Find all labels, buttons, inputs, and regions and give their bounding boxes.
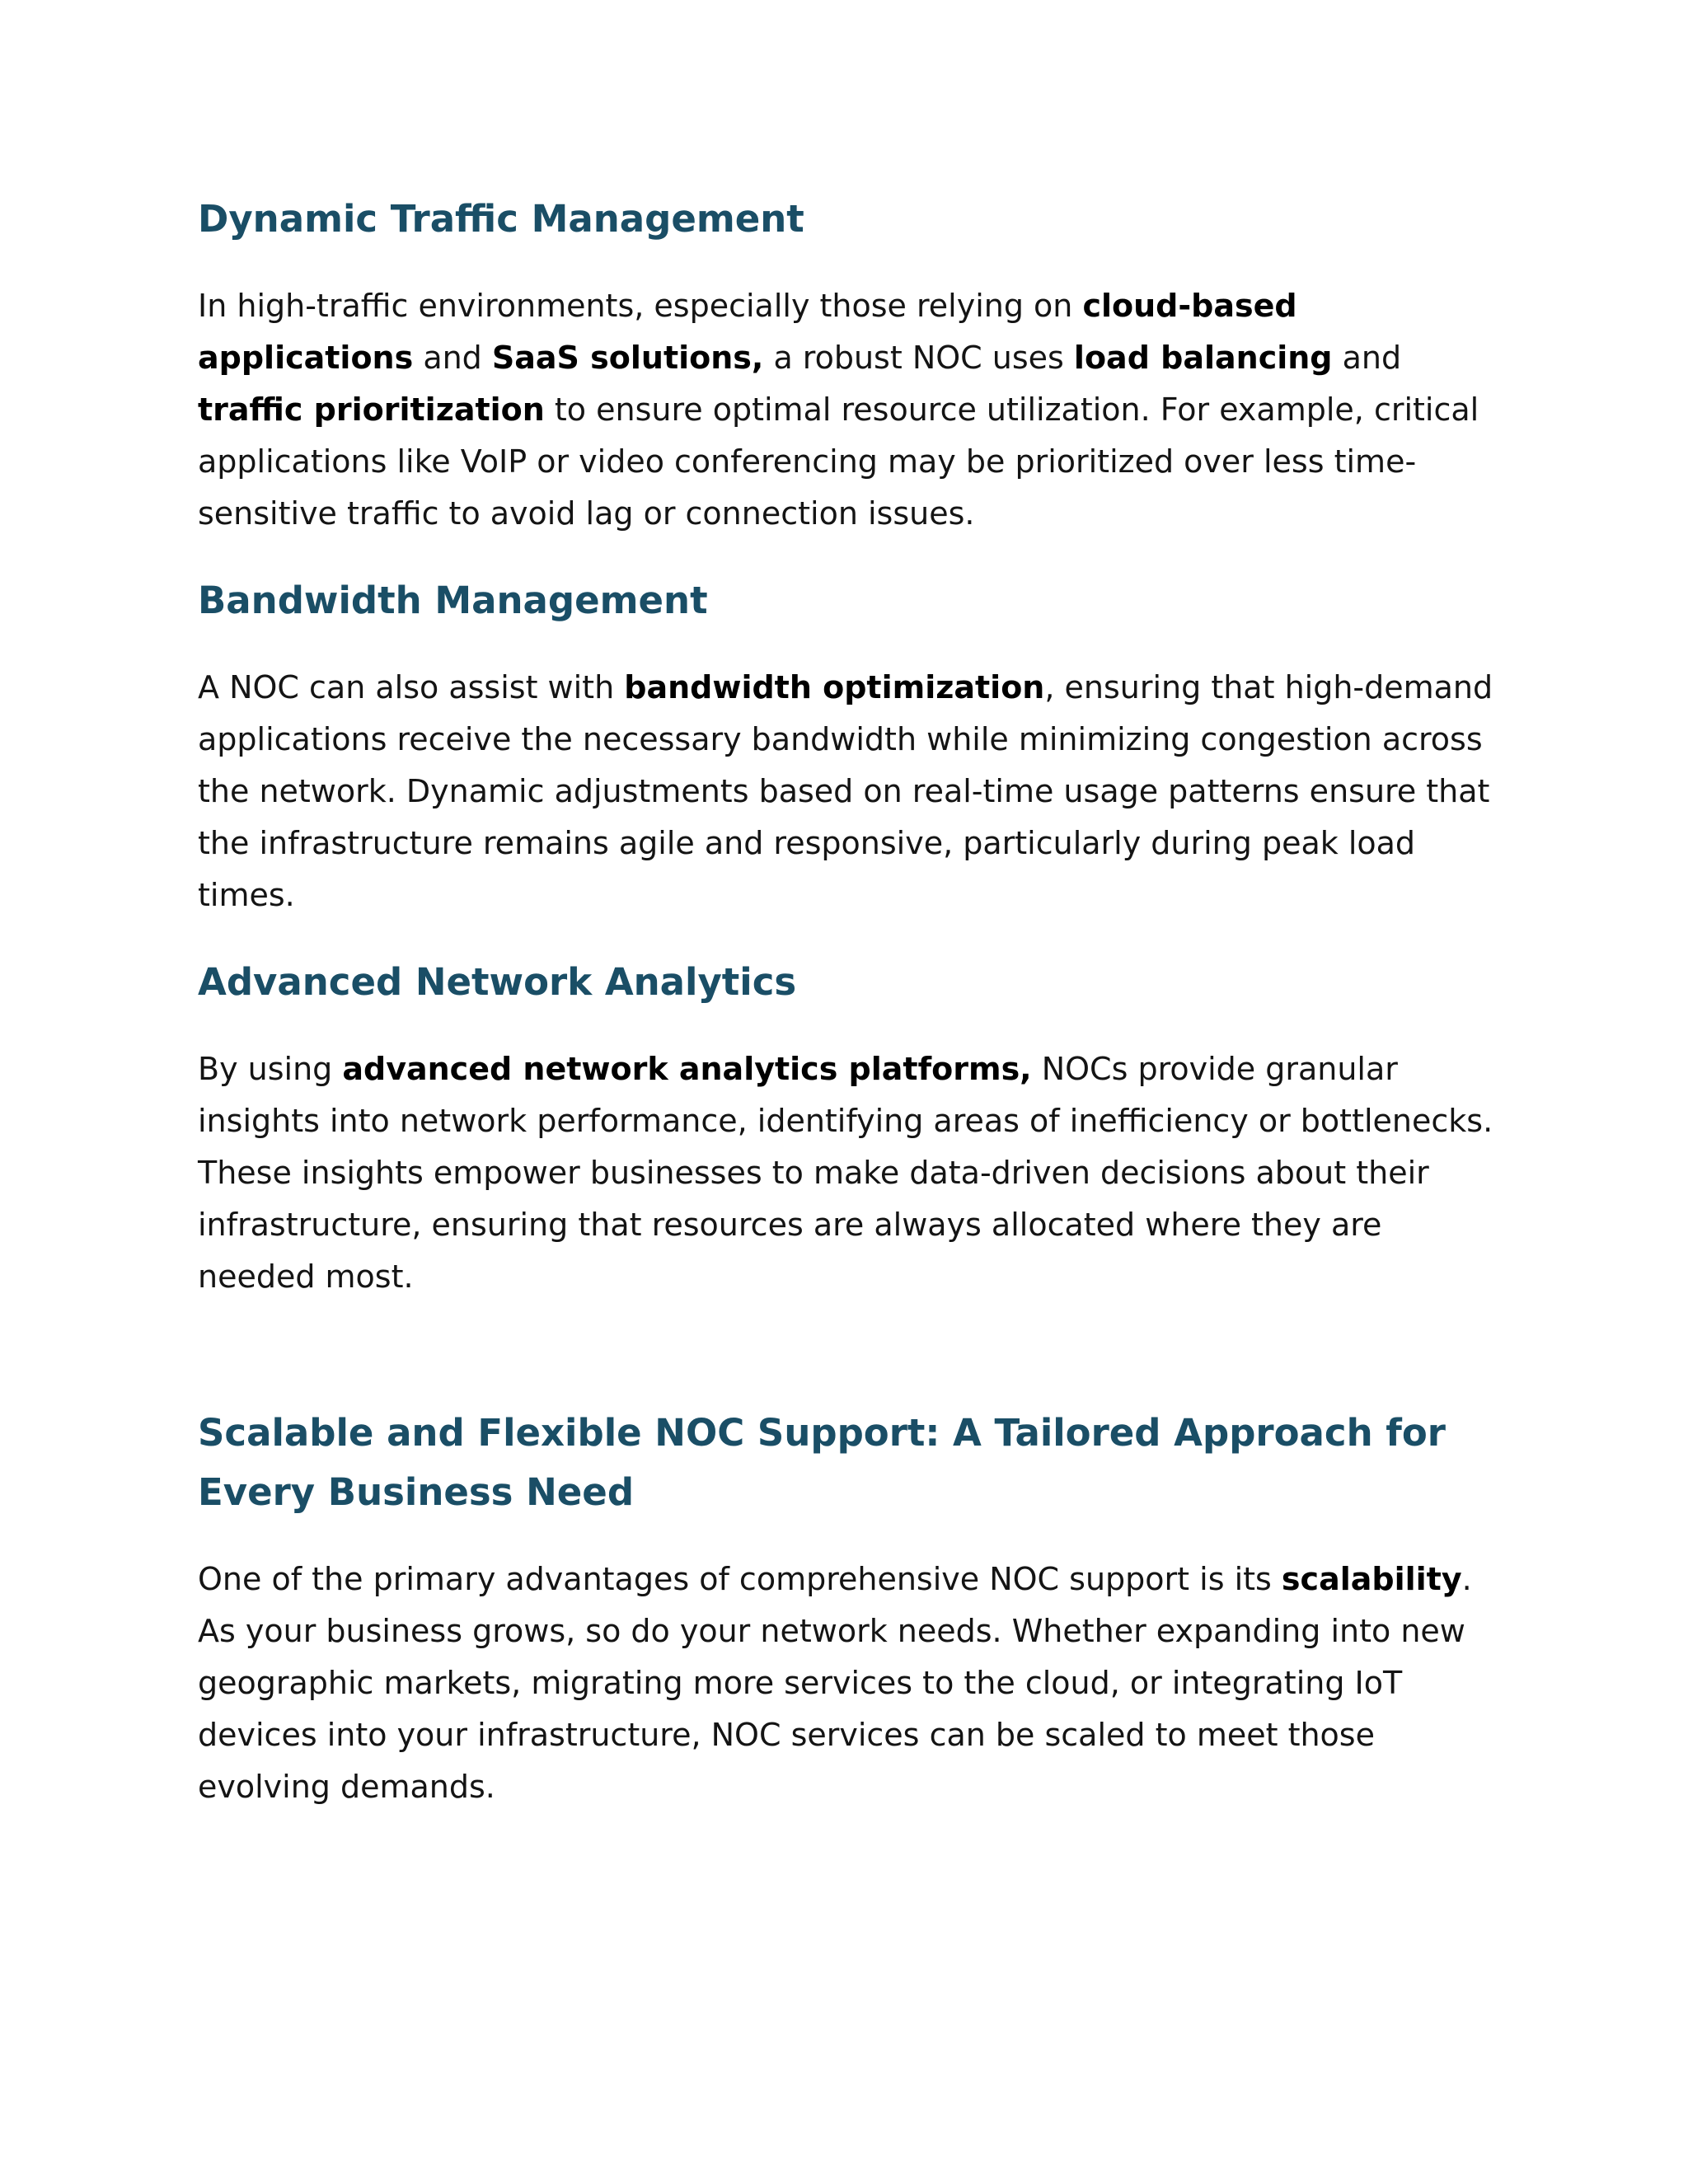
text-run: , ensuring that high-demand applications receive the necessary bandwidth while minimizing congestion across the network. Dynamic adjustments based on real-time usage patterns ensure that the infrastructure remains agile and responsive, particularly during peak load times. (198, 669, 1493, 913)
text-run: to ensure optimal resource utilization. For example, critical applications like VoIP or video conferencing may be prioritized over less time-sensitive traffic to avoid lag or connection issues. (198, 391, 1479, 532)
section-heading-dynamic-traffic-management: Dynamic Traffic Management (198, 197, 804, 241)
text-run: One of the primary advantages of comprehensive NOC support is its (198, 1561, 1282, 1597)
bold-term-load-balancing: load balancing (1073, 340, 1333, 376)
text-run: a robust NOC uses (763, 340, 1074, 376)
paragraph-advanced-network-analytics (198, 1043, 1500, 1303)
text-run: By using (198, 1051, 343, 1087)
bold-term-cloud-based-applications: cloud-based applications (198, 288, 1297, 376)
section-heading-scalable-flexible-noc-support: Scalable and Flexible NOC Support: A Tailored Approach for Every Business Need (198, 1411, 1446, 1514)
document-page (198, 190, 1500, 1813)
bold-term-saas-solutions: SaaS solutions, (491, 340, 764, 376)
bold-term-advanced-network-analytics-platforms: advanced network analytics platforms, (342, 1051, 1032, 1087)
paragraph-scalable-flexible-noc-support (198, 1554, 1500, 1813)
text-run: A NOC can also assist with (198, 669, 625, 705)
text-run: and (1332, 340, 1402, 376)
bold-term-scalability: scalability (1281, 1561, 1462, 1597)
section-heading-advanced-network-analytics: Advanced Network Analytics (198, 960, 797, 1004)
text-run: . As your business grows, so do your network needs. Whether expanding into new geographic markets, migrating more services to the cloud, or integrating IoT devices into your infrastructure, NOC services can be scaled to meet those evolving demands. (198, 1561, 1472, 1805)
paragraph-dynamic-traffic-management (198, 280, 1500, 540)
bold-term-traffic-prioritization: traffic prioritization (198, 391, 545, 428)
paragraph-bandwidth-management (198, 662, 1500, 921)
section-heading-bandwidth-management: Bandwidth Management (198, 579, 708, 622)
text-run: In high-traffic environments, especially those relying on (198, 288, 1083, 324)
text-run: NOCs provide granular insights into network performance, identifying areas of inefficiency or bottlenecks. These insights empower businesses to make data-driven decisions about their infrastructure, ensuring that resources are always allocated where they are needed most. (198, 1051, 1493, 1295)
text-run: and (413, 340, 492, 376)
bold-term-bandwidth-optimization: bandwidth optimization (624, 669, 1045, 705)
